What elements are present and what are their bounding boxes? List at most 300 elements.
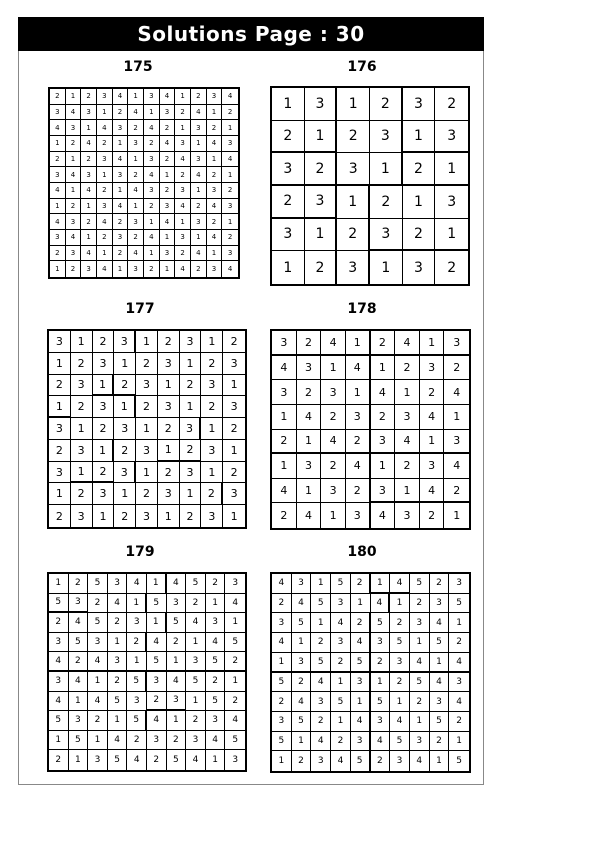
grid-cell: 2: [292, 751, 312, 771]
grid-cell: 3: [370, 121, 403, 154]
grid-cell: 3: [180, 331, 202, 353]
grid-cell: 4: [175, 261, 191, 277]
grid-cell: 1: [71, 331, 93, 353]
grid-cell: 4: [144, 230, 160, 246]
grid-cell: 1: [223, 440, 245, 462]
grid-cell: 2: [88, 711, 108, 731]
grid-cell: 2: [158, 418, 180, 440]
grid-cell: 1: [191, 136, 207, 152]
grid-cell: 2: [201, 483, 223, 505]
grid-cell: 2: [297, 380, 322, 405]
grid-cell: 1: [207, 105, 223, 121]
grid-cell: 2: [71, 353, 93, 375]
grid-cell: 1: [305, 121, 338, 154]
grid-cell: 3: [395, 503, 420, 528]
grid-cell: 2: [113, 246, 129, 262]
puzzle-label-176: 176: [347, 59, 377, 75]
grid-cell: 4: [449, 692, 469, 712]
grid-cell: 2: [403, 219, 436, 252]
grid-cell: 2: [127, 731, 147, 751]
grid-cell: 3: [158, 483, 180, 505]
grid-cell: 4: [186, 613, 206, 633]
grid-cell: 2: [449, 712, 469, 732]
grid-cell: 3: [370, 219, 403, 252]
grid-cell: 4: [395, 430, 420, 455]
grid-cell: 2: [420, 380, 445, 405]
grid-cell: 3: [223, 483, 245, 505]
grid-cell: 3: [108, 652, 128, 672]
grid-cell: 1: [50, 136, 66, 152]
grid-cell: 2: [81, 89, 97, 105]
grid-cell: 1: [410, 712, 430, 732]
grid-cell: 2: [395, 454, 420, 479]
grid-cell: 3: [390, 751, 410, 771]
grid-cell: 4: [331, 751, 351, 771]
grid-cell: 4: [49, 692, 69, 712]
grid-cell: 3: [49, 462, 71, 484]
grid-cell: 4: [346, 356, 371, 381]
grid-cell: 4: [81, 183, 97, 199]
grid-cell: 1: [81, 120, 97, 136]
grid-cell: 3: [449, 673, 469, 693]
grid-cell: 1: [191, 230, 207, 246]
grid-cell: 1: [371, 574, 391, 594]
grid-cell: 5: [449, 594, 469, 614]
grid-cell: 1: [114, 396, 136, 418]
grid-cell: 3: [311, 692, 331, 712]
grid-cell: 2: [201, 353, 223, 375]
grid-cell: 3: [272, 712, 292, 732]
grid-cell: 2: [66, 199, 82, 215]
grid-cell: 3: [449, 574, 469, 594]
grid-cell: 2: [206, 574, 226, 594]
grid-cell: 1: [420, 430, 445, 455]
grid-cell: 4: [449, 653, 469, 673]
grid-cell: 4: [69, 672, 89, 692]
grid-cell: 5: [390, 633, 410, 653]
grid-cell: 1: [136, 462, 158, 484]
grid-cell: 2: [114, 440, 136, 462]
grid-cell: 1: [97, 246, 113, 262]
grid-cell: 1: [160, 167, 176, 183]
grid-cell: 2: [272, 594, 292, 614]
grid-cell: 1: [206, 750, 226, 770]
grid-cell: 1: [444, 405, 469, 430]
grid-cell: 3: [50, 105, 66, 121]
grid-cell: 2: [93, 331, 115, 353]
grid-cell: 2: [430, 574, 450, 594]
grid-cell: 4: [272, 574, 292, 594]
grid-cell: 3: [88, 633, 108, 653]
grid-cell: 1: [180, 353, 202, 375]
grid-cell: 3: [201, 375, 223, 397]
grid-cell: 4: [175, 199, 191, 215]
grid-cell: 3: [175, 136, 191, 152]
grid-cell: 3: [186, 731, 206, 751]
grid-cell: 1: [453, 509, 461, 523]
grid-cell: 1: [191, 183, 207, 199]
grid-cell: 3: [50, 230, 66, 246]
grid-cell: 5: [49, 711, 69, 731]
grid-cell: 3: [160, 246, 176, 262]
grid-cell: 3: [297, 454, 322, 479]
grid-cell: 3: [71, 505, 93, 527]
grid-cell: 3: [206, 711, 226, 731]
grid-cell: 4: [50, 120, 66, 136]
grid-cell: 1: [186, 692, 206, 712]
grid-cell: 4: [371, 732, 391, 752]
grid-cell: 1: [337, 88, 370, 121]
grid-cell: 1: [337, 186, 370, 219]
grid-cell: 2: [207, 167, 223, 183]
grid-cell: 1: [272, 653, 292, 673]
grid-cell: 1: [223, 375, 245, 397]
grid-cell: 5: [351, 653, 371, 673]
grid-cell: 3: [114, 418, 136, 440]
grid-cell: 5: [88, 574, 108, 594]
grid-cell: 4: [311, 673, 331, 693]
grid-cell: 2: [370, 186, 403, 219]
grid-cell: 3: [201, 505, 223, 527]
grid-cell: 3: [71, 440, 93, 462]
grid-cell: 4: [191, 105, 207, 121]
grid-cell: 3: [420, 356, 445, 381]
grid-cell: 1: [351, 594, 371, 614]
grid-cell: 3: [175, 230, 191, 246]
grid-cell: 1: [175, 120, 191, 136]
grid-cell: 2: [420, 503, 445, 528]
grid-cell: 4: [430, 673, 450, 693]
grid-cell: 4: [410, 751, 430, 771]
grid-cell: 1: [390, 594, 410, 614]
grid-cell: 1: [420, 331, 445, 356]
grid-cell: 2: [180, 440, 202, 462]
grid-cell: 2: [321, 405, 346, 430]
grid-cell: 3: [88, 750, 108, 770]
grid-cell: 1: [50, 261, 66, 277]
grid-cell: 1: [351, 692, 371, 712]
grid-cell: 4: [207, 230, 223, 246]
grid-cell: 2: [222, 230, 238, 246]
grid-cell: 3: [222, 199, 238, 215]
grid-cell: 1: [371, 673, 391, 693]
grid-cell: 1: [160, 261, 176, 277]
grid-cell: 2: [371, 405, 396, 430]
grid-cell: 2: [175, 167, 191, 183]
grid-cell: 1: [230, 509, 238, 523]
grid-cell: 3: [49, 331, 71, 353]
grid-cell: 3: [207, 183, 223, 199]
grid-cell: 4: [113, 199, 129, 215]
grid-cell: 3: [180, 418, 202, 440]
grid-cell: 4: [128, 183, 144, 199]
grid-cell: 5: [167, 613, 187, 633]
grid-cell: 3: [66, 214, 82, 230]
grid-cell: 3: [49, 633, 69, 653]
grid-cell: 3: [97, 152, 113, 168]
grid-cell: 4: [222, 152, 238, 168]
grid-cell: 2: [136, 353, 158, 375]
grid-cell: 1: [114, 353, 136, 375]
grid-cell: 2: [50, 152, 66, 168]
grid-cell: 4: [371, 503, 396, 528]
grid-cell: 4: [113, 152, 129, 168]
grid-cell: 1: [321, 503, 346, 528]
grid-cell: 5: [167, 750, 187, 770]
grid-cell: 1: [222, 214, 238, 230]
grid-cell: 3: [403, 88, 436, 121]
grid-cell: 2: [225, 692, 245, 712]
grid-cell: 2: [49, 613, 69, 633]
grid-cell: 4: [321, 430, 346, 455]
grid-cell: 1: [403, 186, 436, 219]
grid-cell: 2: [69, 652, 89, 672]
grid-cell: 3: [410, 732, 430, 752]
grid-cell: 5: [147, 594, 167, 614]
grid-cell: 1: [430, 653, 450, 673]
grid-cell: 1: [207, 246, 223, 262]
grid-cell: 2: [430, 732, 450, 752]
grid-cell: 5: [292, 712, 312, 732]
grid-cell: 4: [222, 89, 238, 105]
grid-cell: 1: [370, 153, 403, 186]
grid-cell: 1: [69, 750, 89, 770]
grid-cell: 3: [167, 594, 187, 614]
grid-cell: 1: [158, 440, 180, 462]
grid-cell: 2: [223, 462, 245, 484]
grid-cell: 3: [160, 105, 176, 121]
grid-cell: 1: [128, 152, 144, 168]
grid-cell: 4: [128, 246, 144, 262]
grid-cell: 1: [371, 356, 396, 381]
grid-cell: 4: [144, 167, 160, 183]
grid-cell: 2: [144, 199, 160, 215]
grid-cell: 3: [147, 731, 167, 751]
grid-cell: 1: [449, 732, 469, 752]
grid-cell: 2: [390, 673, 410, 693]
grid-cell: 1: [66, 152, 82, 168]
grid-cell: 2: [337, 121, 370, 154]
grid-cell: 2: [351, 574, 371, 594]
grid-cell: 3: [93, 483, 115, 505]
grid-cell: 5: [127, 711, 147, 731]
grid-cell: 3: [128, 136, 144, 152]
grid-cell: 2: [97, 183, 113, 199]
grid-cell: 1: [292, 732, 312, 752]
grid-cell: 3: [49, 672, 69, 692]
grid-cell: 2: [144, 136, 160, 152]
grid-cell: 2: [223, 418, 245, 440]
grid-cell: 5: [430, 712, 450, 732]
grid-cell: 1: [222, 167, 238, 183]
grid-cell: 3: [113, 120, 129, 136]
grid-cell: 1: [186, 633, 206, 653]
grid-cell: 3: [93, 396, 115, 418]
grid-cell: 2: [175, 105, 191, 121]
grid-cell: 2: [444, 479, 469, 504]
grid-cell: 2: [371, 653, 391, 673]
grid-cell: 3: [136, 440, 158, 462]
grid-cell: 2: [222, 183, 238, 199]
grid-cell: 1: [49, 353, 71, 375]
grid-cell: 3: [297, 356, 322, 381]
grid-cell: 5: [410, 673, 430, 693]
puzzle-label-180: 180: [347, 544, 377, 560]
grid-cell: 1: [93, 505, 115, 527]
grid-cell: 3: [97, 199, 113, 215]
grid-cell: 1: [158, 505, 180, 527]
grid-cell: 5: [292, 613, 312, 633]
grid-cell: 4: [321, 331, 346, 356]
grid-cell: 1: [346, 331, 371, 356]
grid-cell: 4: [160, 89, 176, 105]
grid-cell: 1: [449, 613, 469, 633]
grid-cell: 4: [97, 120, 113, 136]
grid-cell: 2: [97, 230, 113, 246]
grid-cell: 1: [49, 483, 71, 505]
grid-cell: 4: [127, 574, 147, 594]
grid-cell: 4: [81, 246, 97, 262]
grid-cell: 2: [272, 503, 297, 528]
grid-cell: 3: [191, 152, 207, 168]
grid-cell: 4: [113, 89, 129, 105]
grid-cell: 1: [113, 183, 129, 199]
grid-cell: 3: [272, 153, 305, 186]
grid-cell: 4: [108, 731, 128, 751]
grid-cell: 3: [331, 633, 351, 653]
grid-cell: 3: [114, 462, 136, 484]
grid-cell: 2: [371, 751, 391, 771]
grid-cell: 4: [88, 692, 108, 712]
grid-cell: 2: [207, 214, 223, 230]
grid-cell: 5: [430, 633, 450, 653]
grid-cell: 4: [331, 613, 351, 633]
grid-cell: 3: [191, 120, 207, 136]
grid-cell: 4: [272, 633, 292, 653]
grid-cell: 1: [435, 219, 468, 252]
grid-cell: 1: [311, 574, 331, 594]
grid-cell: 4: [272, 479, 297, 504]
grid-cell: 4: [351, 712, 371, 732]
grid-cell: 3: [410, 613, 430, 633]
grid-cell: 4: [351, 633, 371, 653]
grid-cell: 4: [227, 265, 233, 274]
grid-cell: 4: [444, 454, 469, 479]
grid-cell: 4: [167, 672, 187, 692]
grid-cell: 5: [225, 633, 245, 653]
grid-cell: 1: [160, 230, 176, 246]
grid-cell: 5: [331, 574, 351, 594]
solution-grid-176: [270, 86, 470, 286]
grid-cell: 3: [337, 251, 370, 284]
grid-cell: 5: [371, 692, 391, 712]
grid-cell: 2: [272, 692, 292, 712]
grid-cell: 1: [435, 153, 468, 186]
grid-cell: 3: [136, 505, 158, 527]
grid-cell: 2: [69, 574, 89, 594]
grid-cell: 2: [311, 633, 331, 653]
grid-cell: 2: [201, 396, 223, 418]
grid-cell: 3: [81, 167, 97, 183]
grid-cell: 2: [410, 594, 430, 614]
grid-cell: 1: [395, 479, 420, 504]
grid-cell: 2: [114, 505, 136, 527]
grid-cell: 5: [108, 692, 128, 712]
grid-cell: 3: [272, 380, 297, 405]
grid-cell: 3: [108, 574, 128, 594]
page-title: Solutions Page : 30: [18, 17, 484, 51]
grid-cell: 3: [158, 396, 180, 418]
grid-cell: 2: [113, 214, 129, 230]
grid-cell: 3: [207, 89, 223, 105]
grid-cell: 4: [127, 750, 147, 770]
grid-cell: 1: [144, 246, 160, 262]
grid-cell: 2: [128, 120, 144, 136]
grid-cell: 1: [69, 692, 89, 712]
grid-cell: 1: [395, 380, 420, 405]
grid-cell: 1: [71, 462, 93, 484]
grid-cell: 2: [272, 430, 297, 455]
grid-cell: 2: [449, 633, 469, 653]
grid-cell: 3: [186, 652, 206, 672]
grid-cell: 3: [232, 755, 239, 766]
grid-cell: 2: [331, 732, 351, 752]
grid-cell: 2: [395, 356, 420, 381]
grid-cell: 2: [160, 120, 176, 136]
grid-cell: 4: [430, 613, 450, 633]
grid-cell: 2: [50, 89, 66, 105]
grid-cell: 2: [128, 230, 144, 246]
grid-cell: 3: [225, 574, 245, 594]
grid-cell: 1: [201, 418, 223, 440]
grid-cell: 3: [222, 136, 238, 152]
grid-cell: 1: [272, 251, 305, 284]
grid-cell: 3: [49, 418, 71, 440]
grid-cell: 1: [201, 331, 223, 353]
grid-cell: 5: [225, 731, 245, 751]
grid-cell: 2: [97, 136, 113, 152]
grid-cell: 3: [390, 653, 410, 673]
grid-cell: 1: [114, 483, 136, 505]
grid-cell: 1: [272, 405, 297, 430]
grid-cell: 4: [206, 731, 226, 751]
grid-cell: 5: [69, 731, 89, 751]
grid-cell: 1: [127, 594, 147, 614]
grid-cell: 1: [93, 375, 115, 397]
grid-cell: 2: [49, 440, 71, 462]
grid-cell: 3: [351, 673, 371, 693]
grid-cell: 1: [88, 672, 108, 692]
grid-cell: 2: [160, 152, 176, 168]
grid-cell: 2: [147, 750, 167, 770]
grid-cell: 3: [321, 380, 346, 405]
grid-cell: 2: [272, 121, 305, 154]
grid-cell: 4: [390, 574, 410, 594]
grid-cell: 4: [50, 214, 66, 230]
grid-cell: 1: [50, 199, 66, 215]
grid-cell: 3: [321, 479, 346, 504]
grid-cell: 3: [435, 121, 468, 154]
grid-cell: 4: [207, 199, 223, 215]
grid-cell: 2: [207, 120, 223, 136]
grid-cell: 1: [272, 454, 297, 479]
grid-cell: 1: [297, 479, 322, 504]
grid-cell: 1: [311, 613, 331, 633]
grid-cell: 3: [444, 430, 469, 455]
grid-cell: 2: [191, 261, 207, 277]
grid-cell: 2: [49, 505, 71, 527]
grid-cell: 3: [305, 186, 338, 219]
